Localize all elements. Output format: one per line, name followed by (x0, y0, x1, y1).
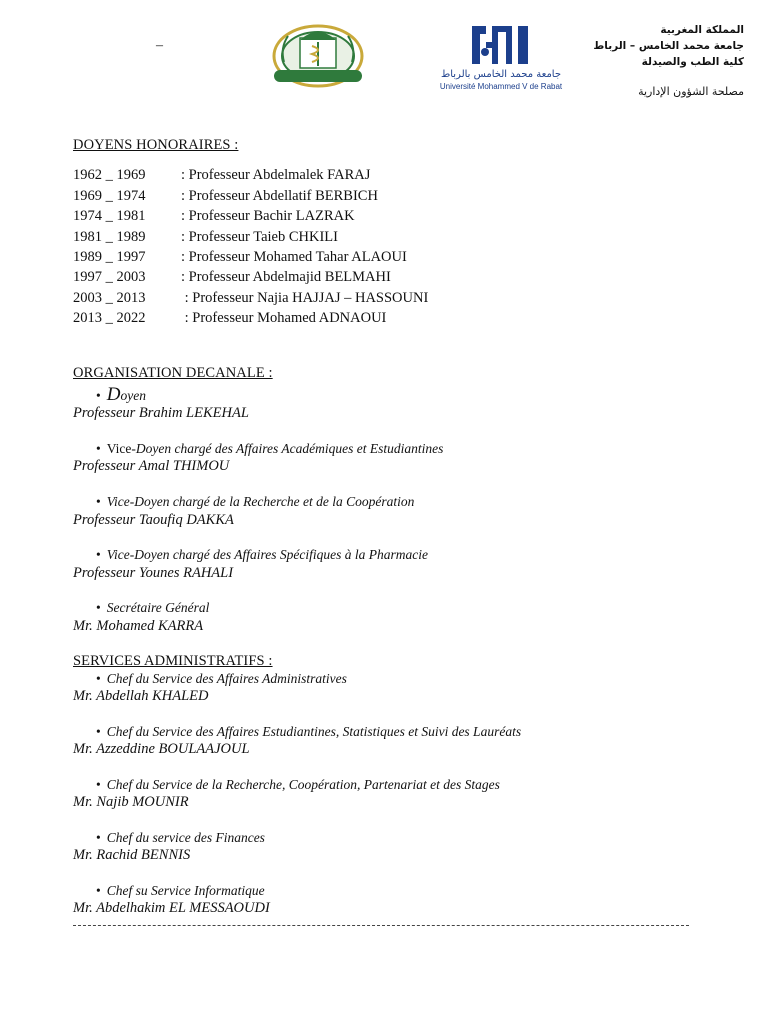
arabic-header-line: جامعة محمد الخامس – الرباط (593, 40, 744, 52)
arabic-header-line: كلية الطب والصيدلة (641, 56, 744, 68)
bullet-icon: • (96, 883, 101, 898)
service-head-name: Mr. Najib MOUNIR (73, 794, 189, 810)
service-role-line: • Chef du Service des Affaires Estudiantines, Statistiques et Suivi des Lauréats (96, 724, 522, 739)
honorary-dean-row: 1974 _ 1981 : Professeur Bachir LAZRAK (73, 208, 355, 224)
honorary-dean-row: 2003 _ 2013 : Professeur Najia HAJJAJ – HASSOUNI (73, 290, 429, 306)
honorary-dean-row: 1997 _ 2003 : Professeur Abdelmajid BELMAHI (73, 269, 391, 285)
role-holder-name: Professeur Taoufiq DAKKA (73, 512, 234, 528)
arabic-service-name: مصلحة الشؤون الإدارية (638, 85, 744, 98)
service-head-name: Mr. Abdelhakim EL MESSAOUDI (73, 900, 270, 916)
bullet-icon: • (96, 600, 101, 615)
university-logo-arabic-caption: جامعة محمد الخامس بالرباط (440, 69, 562, 80)
service-head-name: Mr. Rachid BENNIS (73, 847, 191, 863)
role-holder-name: Professeur Amal THIMOU (73, 458, 230, 474)
honorary-deans-title: DOYENS HONORAIRES : (73, 137, 239, 153)
role-holder-name: Professeur Younes RAHALI (73, 565, 234, 581)
bullet-icon: • (96, 441, 101, 456)
honorary-dean-row: 1969 _ 1974 : Professeur Abdellatif BERBICH (73, 188, 378, 204)
service-role-line: • Chef du service des Finances (96, 830, 265, 845)
honorary-dean-row: 1989 _ 1997 : Professeur Mohamed Tahar ALAOUI (73, 249, 407, 265)
footer-divider (73, 925, 689, 926)
arabic-header-line: المملكة المغربية (660, 24, 744, 36)
service-role-line: • Chef su Service Informatique (96, 883, 265, 898)
honorary-dean-row: 2013 _ 2022 : Professeur Mohamed ADNAOUI (73, 310, 387, 326)
organisation-title: ORGANISATION DECANALE : (73, 365, 273, 381)
bullet-icon: • (96, 494, 101, 509)
role-line: • Vice-Doyen chargé des Affaires Spécifiques à la Pharmacie (96, 547, 429, 562)
bullet-icon: • (96, 830, 101, 845)
role-line: • Secrétaire Général (96, 600, 210, 615)
service-role-line: • Chef du Service des Affaires Administratives (96, 671, 347, 686)
doyen-name: Professeur Brahim LEKEHAL (73, 405, 249, 421)
service-head-name: Mr. Abdellah KHALED (73, 688, 209, 704)
university-logo (436, 22, 566, 94)
bullet-icon: • (96, 724, 101, 739)
role-holder-name: Mr. Mohamed KARRA (73, 618, 204, 634)
university-logo-french-caption: Université Mohammed V de Rabat (439, 82, 563, 91)
services-title: SERVICES ADMINISTRATIFS : (73, 653, 273, 669)
role-line: • Vice-Doyen chargé de la Recherche et de la Coopération (96, 494, 415, 509)
honorary-dean-row: 1962 _ 1969 : Professeur Abdelmalek FARAJ (73, 167, 371, 183)
bullet-icon: • (96, 388, 101, 403)
role-line: • Vice-Doyen chargé des Affaires Académiques et Estudiantines (96, 441, 444, 456)
bullet-icon: • (96, 777, 101, 792)
service-head-name: Mr. Azzeddine BOULAAJOUL (73, 741, 250, 757)
service-role-line: • Chef du Service de la Recherche, Coopération, Partenariat et des Stages (96, 777, 500, 792)
arabic-header (593, 22, 744, 70)
doyen-heading: • Doyen (96, 384, 146, 405)
bullet-icon: • (96, 547, 101, 562)
honorary-dean-row: 1981 _ 1989 : Professeur Taieb CHKILI (73, 229, 338, 245)
bullet-icon: • (96, 671, 101, 686)
faculty-logo (270, 18, 366, 90)
header-dash: – (156, 38, 163, 53)
